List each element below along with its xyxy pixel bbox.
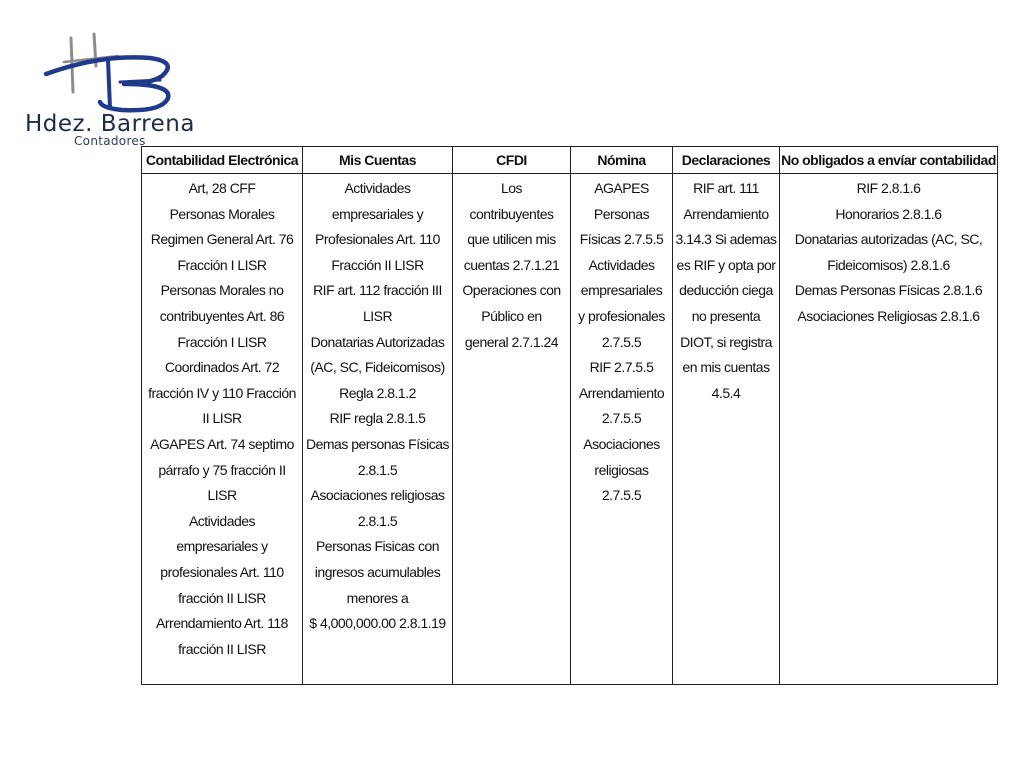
cell-text-line: Los — [500, 180, 523, 196]
cell-text-line: religiosas — [594, 461, 649, 478]
cell-text-line: Regla 2.8.1.2 — [339, 384, 416, 401]
cell-text-line: profesionales Art. 110 — [160, 563, 284, 580]
cell-text-line: párrafo y 75 fracción II — [158, 461, 286, 478]
cell-text-line: LISR — [207, 487, 237, 504]
cell-text-line: Coordinados Art. 72 — [164, 359, 280, 376]
header-cfdi: CFDI — [453, 147, 571, 174]
cell-text-line: empresariales y — [176, 538, 268, 555]
cell-text-line: Art, 28 CFF — [188, 180, 256, 196]
cell-text-line: Personas Morales — [169, 205, 275, 222]
cell-text-line: DIOT, si registra — [680, 333, 772, 350]
cell-text-line: Arrendamiento Art. 118 — [156, 615, 288, 632]
table-row — [142, 174, 998, 685]
cell-text-line: deducción ciega — [679, 282, 773, 299]
cell-text-line: Donatarias autorizadas (AC, SC, — [794, 231, 983, 248]
logo-company-subtitle: Contadores — [74, 134, 146, 148]
header-declaraciones: Declaraciones — [673, 147, 780, 174]
cell-text-line: Demas personas Físicas — [305, 435, 450, 452]
cell-mis-cuentas — [303, 174, 453, 685]
cell-text-line: Fracción I LISR — [177, 333, 267, 350]
cell-text-line: 4.5.4 — [711, 384, 741, 401]
cell-text-line: RIF regla 2.8.1.5 — [329, 410, 426, 427]
cell-text-line: Actividades — [344, 180, 411, 196]
cell-text-line: Fideicomisos) 2.8.1.6 — [827, 256, 950, 273]
cell-text-line: 3.14.3 Si ademas — [675, 231, 777, 248]
cell-text-line: 2.8.1.5 — [357, 461, 398, 478]
company-logo — [22, 32, 222, 150]
cell-text-line: fracción II LISR — [178, 640, 266, 657]
cell-text-line: RIF art. 112 fracción III — [313, 282, 442, 299]
cell-text-line: ingresos acumulables — [314, 563, 441, 580]
cell-declaraciones — [673, 174, 780, 685]
cell-text-line: $ 4,000,000.00 2.8.1.19 — [309, 615, 446, 632]
regulations-table — [141, 146, 998, 685]
cell-text-line: no presenta — [691, 307, 761, 324]
cell-text-line: contribuyentes — [469, 205, 554, 222]
cell-text-line: general 2.7.1.24 — [464, 333, 559, 350]
cell-text-line: 2.8.1.5 — [357, 512, 398, 529]
header-contabilidad-electronica: Contabilidad Electrónica — [142, 147, 303, 174]
cell-text-line: Físicas 2.7.5.5 — [579, 231, 664, 248]
cell-text-line: menores a — [346, 589, 409, 606]
hb-monogram-icon — [22, 32, 222, 122]
cell-text-line: Actividades — [188, 512, 256, 529]
cell-text-line: contribuyentes Art. 86 — [159, 307, 285, 324]
cell-text-line: Asociaciones Religiosas 2.8.1.6 — [797, 307, 980, 324]
cell-text-line: AGAPES — [594, 180, 649, 196]
cell-text-line: Personas Morales no — [160, 282, 284, 299]
cell-text-line: 2.7.5.5 — [601, 333, 642, 350]
cell-text-line: Fracción II LISR — [331, 256, 424, 273]
cell-no-obligados — [780, 174, 998, 685]
cell-text-line: que utilicen mis — [467, 231, 556, 248]
cell-text-line: AGAPES Art. 74 septimo — [150, 435, 294, 452]
cell-text-line: empresariales — [580, 282, 663, 299]
cell-text-line: (AC, SC, Fideicomisos) — [310, 359, 445, 376]
cell-text-line: y profesionales — [578, 307, 665, 324]
cell-text-line: Demas Personas Físicas 2.8.1.6 — [794, 282, 983, 299]
header-nomina: Nómina — [571, 147, 673, 174]
cell-text-line: RIF 2.8.1.6 — [856, 180, 921, 196]
cell-text-line: Profesionales Art. 110 — [315, 231, 440, 248]
cell-text-line: Donatarias Autorizadas — [310, 333, 445, 350]
cell-text-line: Fracción I LISR — [177, 256, 267, 273]
cell-text-line: fracción II LISR — [178, 589, 266, 606]
cell-text-line: Honorarios 2.8.1.6 — [835, 205, 942, 222]
cell-text-line: RIF art. 111 — [693, 180, 759, 196]
cell-text-line: fracción IV y 110 Fracción — [148, 384, 296, 401]
header-no-obligados: No obligados a envíar contabilidad — [780, 147, 998, 174]
cell-text-line: Asociaciones — [583, 435, 660, 452]
regulations-table-container — [141, 146, 997, 685]
cell-text-line: 2.7.5.5 — [601, 487, 642, 504]
cell-cfdi — [453, 174, 571, 685]
cell-text-line: Asociaciones religiosas — [310, 487, 445, 504]
cell-nomina — [571, 174, 673, 685]
cell-text-line: Operaciones con — [462, 282, 561, 299]
cell-text-line: Actividades — [588, 256, 655, 273]
logo-company-name: Hdez. Barrena — [25, 111, 195, 137]
cell-text-line: en mis cuentas — [682, 359, 770, 376]
header-mis-cuentas: Mis Cuentas — [303, 147, 453, 174]
cell-text-line: es RIF y opta por — [676, 256, 776, 273]
cell-text-line: Regimen General Art. 76 — [150, 231, 294, 248]
cell-text-line: 2.7.5.5 — [601, 410, 642, 427]
cell-text-line: Personas — [593, 205, 650, 222]
table-header-row — [142, 147, 998, 174]
cell-text-line: Arrendamiento — [683, 205, 769, 222]
cell-text-line: Personas Fisicas con — [315, 538, 440, 555]
cell-text-line: II LISR — [202, 410, 242, 427]
cell-text-line: empresariales y — [331, 205, 424, 222]
cell-text-line: RIF 2.7.5.5 — [589, 359, 654, 376]
cell-text-line: Arrendamiento — [578, 384, 665, 401]
cell-text-line: Público en — [481, 307, 542, 324]
cell-text-line: LISR — [362, 307, 393, 324]
cell-contabilidad-electronica — [142, 174, 303, 685]
cell-text-line: cuentas 2.7.1.21 — [463, 256, 560, 273]
